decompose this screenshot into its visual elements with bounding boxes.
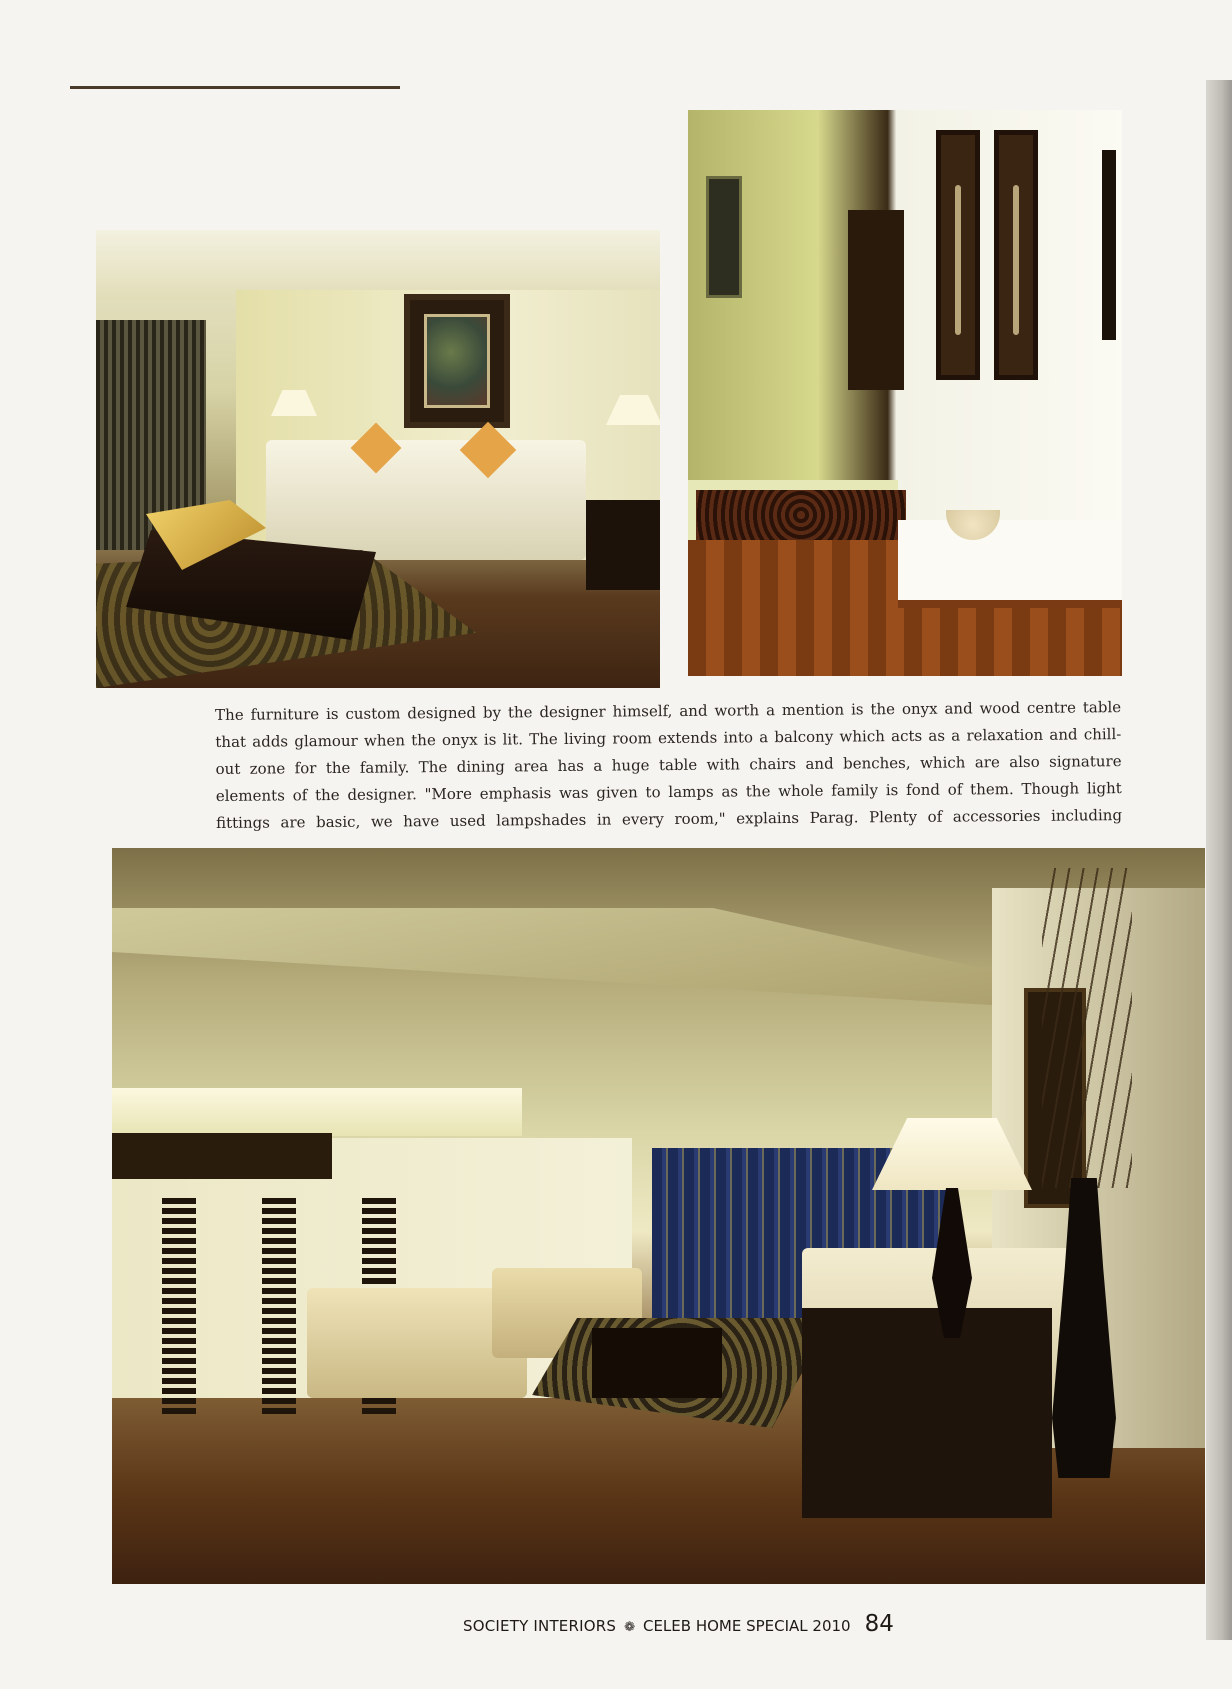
wall-art-panel (994, 130, 1038, 380)
issue-name: CELEB HOME SPECIAL 2010 (642, 1617, 851, 1635)
centre-table (592, 1328, 722, 1398)
display-shelf (898, 520, 1122, 600)
article-line: elements of the designer. "More emphasis was given to lamps as the whole family is fond of them. Though light (215, 779, 1122, 805)
publication-name: SOCIETY INTERIORS (463, 1617, 617, 1635)
article-line: fittings are basic, we have used lampshades in every room," explains Parag. Plenty of accessories including (215, 806, 1123, 832)
sofa (266, 440, 586, 560)
article-line: The furniture is custom designed by the designer himself, and worth a mention is the onyx and wood centre table (215, 698, 1122, 724)
article-body (215, 694, 1122, 837)
article-line: that adds glamour when the onyx is lit. The living room extends into a balcony which acts as a relaxation and chill- (215, 725, 1122, 751)
page-gutter-shadow (1206, 80, 1232, 1640)
page-number: 84 (864, 1611, 894, 1637)
framed-painting (404, 294, 510, 428)
living-dining-photo (112, 848, 1205, 1584)
living-room-photo (96, 230, 660, 688)
page-footer (463, 1611, 894, 1641)
corridor-photo (688, 110, 1122, 676)
flower-separator-icon: ❁ (624, 1620, 635, 1635)
top-rule (70, 86, 400, 89)
wall-art-panel (936, 130, 980, 380)
article-line: out zone for the family. The dining area has a huge table with chairs and benches, which are also signature (215, 752, 1122, 778)
